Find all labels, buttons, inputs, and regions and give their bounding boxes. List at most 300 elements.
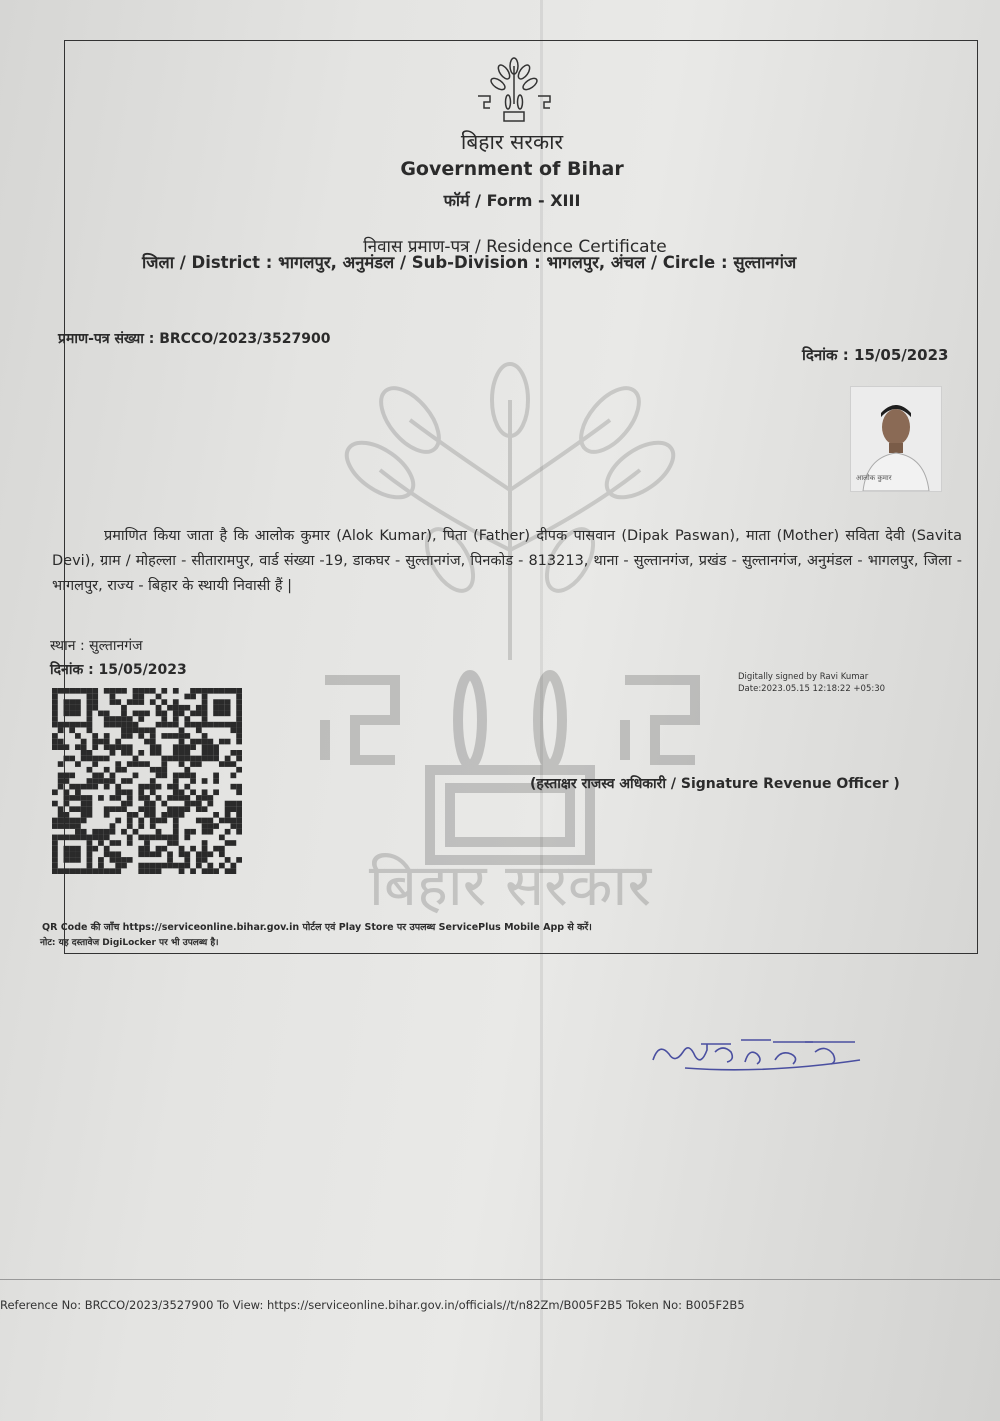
qr-module — [144, 784, 150, 790]
place-line: स्थान : सुल्तानगंज — [50, 638, 143, 654]
qr-module — [92, 761, 98, 767]
qr-module — [144, 761, 150, 767]
qr-module — [150, 784, 156, 790]
qr-module — [64, 868, 70, 874]
qr-module — [173, 829, 179, 835]
qr-module — [92, 739, 98, 745]
qr-module — [87, 705, 93, 711]
qr-module — [81, 688, 87, 694]
qr-module — [133, 711, 139, 717]
qr-module — [179, 756, 185, 762]
qr-module — [202, 795, 208, 801]
qr-module — [156, 744, 162, 750]
qr-module — [213, 846, 219, 852]
qr-module — [115, 818, 121, 824]
qr-module — [87, 795, 93, 801]
qr-module — [156, 705, 162, 711]
qr-module — [64, 812, 70, 818]
qr-module — [225, 801, 231, 807]
qr-module — [167, 705, 173, 711]
qr-module — [75, 789, 81, 795]
qr-module — [207, 750, 213, 756]
qr-module — [219, 863, 225, 869]
qr-module — [225, 818, 231, 824]
qr-module — [190, 829, 196, 835]
qr-module — [52, 711, 58, 717]
qr-module — [81, 795, 87, 801]
qr-module — [87, 727, 93, 733]
qr-module — [196, 739, 202, 745]
qr-module — [81, 722, 87, 728]
qr-module — [219, 711, 225, 717]
qr-module — [167, 806, 173, 812]
qr-module — [58, 868, 64, 874]
qr-module — [225, 722, 231, 728]
qr-module — [213, 688, 219, 694]
qr-module — [150, 851, 156, 857]
qr-module — [156, 846, 162, 852]
qr-module — [230, 840, 236, 846]
qr-module — [104, 851, 110, 857]
qr-module — [110, 722, 116, 728]
qr-module — [161, 818, 167, 824]
qr-module — [92, 829, 98, 835]
qr-module — [127, 744, 133, 750]
qr-module — [236, 801, 242, 807]
qr-module — [173, 795, 179, 801]
qr-module — [64, 744, 70, 750]
qr-module — [150, 868, 156, 874]
reference-line: Reference No: BRCCO/2023/3527900 To View: https://serviceonline.bihar.gov.in/officials//t/n82Zm/B005F2B5 Token No: B005F2B5 — [0, 1298, 745, 1312]
qr-module — [161, 773, 167, 779]
qr-module — [64, 801, 70, 807]
qr-module — [207, 795, 213, 801]
qr-module — [236, 716, 242, 722]
qr-module — [69, 868, 75, 874]
qr-module — [133, 773, 139, 779]
qr-module — [173, 823, 179, 829]
qr-module — [87, 806, 93, 812]
qr-module — [196, 806, 202, 812]
qr-module — [87, 840, 93, 846]
qr-module — [115, 716, 121, 722]
qr-module — [184, 863, 190, 869]
government-title: Government of Bihar — [400, 158, 624, 180]
qr-module — [207, 868, 213, 874]
qr-module — [75, 711, 81, 717]
qr-module — [236, 829, 242, 835]
qr-module — [58, 823, 64, 829]
qr-module — [213, 756, 219, 762]
qr-module — [173, 806, 179, 812]
qr-module — [52, 823, 58, 829]
qr-module — [104, 835, 110, 841]
qr-module — [219, 818, 225, 824]
qr-module — [213, 705, 219, 711]
qr-module — [121, 711, 127, 717]
qr-module — [173, 818, 179, 824]
qr-module — [202, 711, 208, 717]
qr-module — [81, 835, 87, 841]
qr-module — [104, 829, 110, 835]
qr-module — [236, 694, 242, 700]
qr-module — [225, 806, 231, 812]
qr-module — [121, 857, 127, 863]
qr-module — [230, 823, 236, 829]
hindi-title: बिहार सरकार — [460, 130, 564, 154]
qr-module — [115, 806, 121, 812]
signature-label: (हस्ताक्षर राजस्व अधिकारी / Signature Revenue Officer ) — [530, 776, 900, 792]
qr-module — [202, 818, 208, 824]
qr-module — [236, 739, 242, 745]
qr-module — [98, 857, 104, 863]
qr-module — [196, 851, 202, 857]
qr-module — [75, 784, 81, 790]
qr-module — [179, 868, 185, 874]
qr-module — [133, 761, 139, 767]
qr-module — [202, 851, 208, 857]
qr-module — [110, 806, 116, 812]
qr-module — [75, 806, 81, 812]
qr-module — [213, 812, 219, 818]
qr-module — [173, 812, 179, 818]
qr-module — [127, 699, 133, 705]
qr-module — [87, 716, 93, 722]
qr-module — [144, 801, 150, 807]
qr-module — [213, 789, 219, 795]
qr-module — [167, 840, 173, 846]
qr-module — [138, 795, 144, 801]
qr-module — [144, 846, 150, 852]
qr-module — [52, 716, 58, 722]
qr-module — [236, 727, 242, 733]
footer-divider — [0, 1279, 1000, 1280]
qr-module — [64, 851, 70, 857]
qr-module — [75, 846, 81, 852]
qr-module — [196, 761, 202, 767]
qr-module — [202, 744, 208, 750]
qr-module — [190, 688, 196, 694]
qr-module — [156, 829, 162, 835]
qr-module — [179, 851, 185, 857]
qr-module — [156, 835, 162, 841]
qr-module — [156, 750, 162, 756]
qr-module — [202, 857, 208, 863]
qr-module — [179, 795, 185, 801]
qr-module — [69, 756, 75, 762]
qr-module — [184, 767, 190, 773]
qr-module — [179, 812, 185, 818]
qr-module — [98, 835, 104, 841]
qr-module — [87, 750, 93, 756]
qr-module — [225, 812, 231, 818]
qr-module — [121, 801, 127, 807]
qr-module — [98, 739, 104, 745]
qr-module — [213, 868, 219, 874]
qr-module — [161, 711, 167, 717]
qr-module — [184, 722, 190, 728]
qr-module — [52, 733, 58, 739]
certificate-text: प्रमाणित किया जाता है कि आलोक कुमार (Alok Kumar), पिता (Father) दीपक पासवान (Dipak Paswan), माता (Mother) सविता देवी (Savita Devi), ग्राम / मोहल्ला - सीतारामपुर, वार्ड संख्या -19, डाकघर - सुल्तानगंज, पिनकोड - 813213, थाना - सुल्तानगंज, प्रखंड - सुल्तानगंज, अनुमंडल - भागलपुर, जिला - भागलपुर, राज्य - बिहार के स्थायी निवासी हैं | — [52, 528, 962, 594]
qr-module — [138, 711, 144, 717]
qr-module — [179, 863, 185, 869]
qr-module — [92, 688, 98, 694]
qr-module — [52, 722, 58, 728]
qr-module — [87, 851, 93, 857]
qr-module — [202, 694, 208, 700]
qr-module — [127, 812, 133, 818]
qr-module — [98, 868, 104, 874]
qr-module — [202, 756, 208, 762]
qr-module — [236, 756, 242, 762]
qr-module — [75, 868, 81, 874]
qr-module — [184, 857, 190, 863]
qr-module — [173, 778, 179, 784]
qr-module — [81, 784, 87, 790]
qr-module — [138, 784, 144, 790]
qr-module — [190, 744, 196, 750]
location-line: जिला / District : भागलपुर, अनुमंडल / Sub-Division : भागलपुर, अंचल / Circle : सुल्तानगंज — [142, 253, 797, 272]
qr-module — [110, 716, 116, 722]
digital-signature — [738, 671, 885, 695]
qr-module — [144, 688, 150, 694]
qr-module — [184, 733, 190, 739]
qr-module — [75, 744, 81, 750]
qr-module — [104, 806, 110, 812]
qr-module — [144, 711, 150, 717]
qr-module — [64, 789, 70, 795]
qr-module — [236, 823, 242, 829]
qr-module — [225, 868, 231, 874]
qr-module — [98, 840, 104, 846]
qr-module — [127, 727, 133, 733]
qr-module — [219, 739, 225, 745]
qr-module — [81, 868, 87, 874]
qr-module — [184, 851, 190, 857]
qr-module — [104, 739, 110, 745]
qr-module — [202, 868, 208, 874]
qr-module — [52, 840, 58, 846]
qr-module — [161, 761, 167, 767]
qr-module — [133, 699, 139, 705]
qr-module — [161, 688, 167, 694]
qr-module — [219, 705, 225, 711]
qr-module — [64, 773, 70, 779]
qr-module — [121, 705, 127, 711]
qr-module — [207, 851, 213, 857]
qr-module — [196, 688, 202, 694]
qr-module — [52, 863, 58, 869]
qr-module — [121, 727, 127, 733]
qr-module — [64, 846, 70, 852]
qr-module — [225, 840, 231, 846]
qr-module — [58, 818, 64, 824]
qr-note: QR Code की जाँच https://serviceonline.bihar.gov.in पोर्टल एवं Play Store पर उपलब्ध ServicePlus Mobile App से करें। — [42, 922, 592, 933]
qr-module — [87, 812, 93, 818]
qr-module — [104, 711, 110, 717]
qr-module — [75, 722, 81, 728]
qr-module — [207, 688, 213, 694]
qr-module — [202, 733, 208, 739]
qr-module — [69, 818, 75, 824]
qr-module — [190, 711, 196, 717]
qr-module — [64, 795, 70, 801]
qr-module — [150, 806, 156, 812]
qr-module — [219, 851, 225, 857]
qr-module — [202, 722, 208, 728]
qr-module — [104, 812, 110, 818]
qr-module — [52, 857, 58, 863]
qr-module — [92, 784, 98, 790]
qr-module — [81, 801, 87, 807]
qr-module — [167, 863, 173, 869]
qr-module — [121, 806, 127, 812]
qr-module — [230, 863, 236, 869]
qr-module — [115, 744, 121, 750]
qr-module — [213, 750, 219, 756]
qr-module — [115, 761, 121, 767]
qr-module — [127, 761, 133, 767]
qr-module — [58, 744, 64, 750]
qr-module — [64, 857, 70, 863]
qr-module — [207, 823, 213, 829]
qr-module — [173, 711, 179, 717]
qr-module — [121, 750, 127, 756]
qr-module — [87, 857, 93, 863]
qr-module — [207, 722, 213, 728]
qr-module — [127, 840, 133, 846]
handwritten-signature — [645, 1030, 870, 1085]
qr-module — [127, 818, 133, 824]
qr-module — [225, 739, 231, 745]
qr-module — [110, 857, 116, 863]
qr-module — [167, 812, 173, 818]
qr-module — [69, 773, 75, 779]
qr-module — [202, 806, 208, 812]
qr-module — [225, 711, 231, 717]
qr-module — [144, 806, 150, 812]
qr-module — [115, 722, 121, 728]
qr-module — [150, 727, 156, 733]
qr-module — [173, 863, 179, 869]
qr-module — [64, 818, 70, 824]
qr-module — [104, 716, 110, 722]
qr-module — [196, 727, 202, 733]
qr-module — [150, 778, 156, 784]
qr-module — [167, 835, 173, 841]
qr-module — [196, 801, 202, 807]
qr-module — [115, 699, 121, 705]
qr-module — [144, 727, 150, 733]
qr-module — [230, 722, 236, 728]
qr-module — [92, 846, 98, 852]
qr-module — [104, 846, 110, 852]
qr-module — [98, 863, 104, 869]
qr-module — [156, 795, 162, 801]
qr-module — [69, 722, 75, 728]
qr-module — [150, 789, 156, 795]
qr-module — [173, 789, 179, 795]
qr-module — [98, 778, 104, 784]
qr-module — [133, 722, 139, 728]
certificate-number: प्रमाण-पत्र संख्या : BRCCO/2023/3527900 — [58, 331, 331, 347]
qr-module — [69, 851, 75, 857]
qr-module — [213, 773, 219, 779]
qr-module — [98, 711, 104, 717]
qr-module — [190, 868, 196, 874]
qr-module — [52, 789, 58, 795]
qr-module — [127, 795, 133, 801]
qr-module — [179, 773, 185, 779]
qr-module — [173, 705, 179, 711]
qr-module — [219, 835, 225, 841]
qr-module — [87, 868, 93, 874]
qr-module — [138, 699, 144, 705]
form-number: फॉर्म / Form - XIII — [443, 191, 581, 210]
qr-module — [138, 789, 144, 795]
qr-module — [121, 733, 127, 739]
qr-module — [52, 694, 58, 700]
qr-module — [69, 688, 75, 694]
qr-module — [184, 829, 190, 835]
qr-module — [52, 705, 58, 711]
qr-module — [202, 716, 208, 722]
qr-module — [230, 761, 236, 767]
qr-module — [196, 711, 202, 717]
qr-module — [58, 778, 64, 784]
digital-signed-by: Digitally signed by Ravi Kumar — [738, 672, 869, 682]
qr-module — [127, 733, 133, 739]
qr-module — [64, 688, 70, 694]
qr-module — [236, 711, 242, 717]
qr-module — [110, 868, 116, 874]
qr-module — [92, 705, 98, 711]
qr-module — [92, 733, 98, 739]
qr-module — [75, 699, 81, 705]
qr-module — [202, 840, 208, 846]
qr-module — [58, 739, 64, 745]
qr-module — [213, 778, 219, 784]
qr-module — [190, 761, 196, 767]
qr-module — [230, 773, 236, 779]
date-line-2: दिनांक : 15/05/2023 — [50, 662, 187, 678]
qr-module — [69, 727, 75, 733]
qr-module — [104, 733, 110, 739]
qr-module — [207, 829, 213, 835]
qr-module — [115, 795, 121, 801]
qr-module — [81, 818, 87, 824]
qr-module — [161, 801, 167, 807]
qr-module — [133, 829, 139, 835]
qr-module — [92, 778, 98, 784]
qr-module — [104, 767, 110, 773]
qr-module — [121, 767, 127, 773]
qr-module — [138, 863, 144, 869]
qr-module — [87, 694, 93, 700]
qr-module — [207, 739, 213, 745]
qr-module — [115, 840, 121, 846]
qr-module — [115, 868, 121, 874]
qr-module — [75, 829, 81, 835]
qr-module — [225, 857, 231, 863]
qr-module — [173, 784, 179, 790]
qr-module — [110, 750, 116, 756]
qr-module — [69, 823, 75, 829]
qr-module — [58, 812, 64, 818]
certificate-type: निवास प्रमाण-पत्र / Residence Certificate — [363, 237, 667, 257]
qr-module — [64, 835, 70, 841]
qr-module — [75, 835, 81, 841]
